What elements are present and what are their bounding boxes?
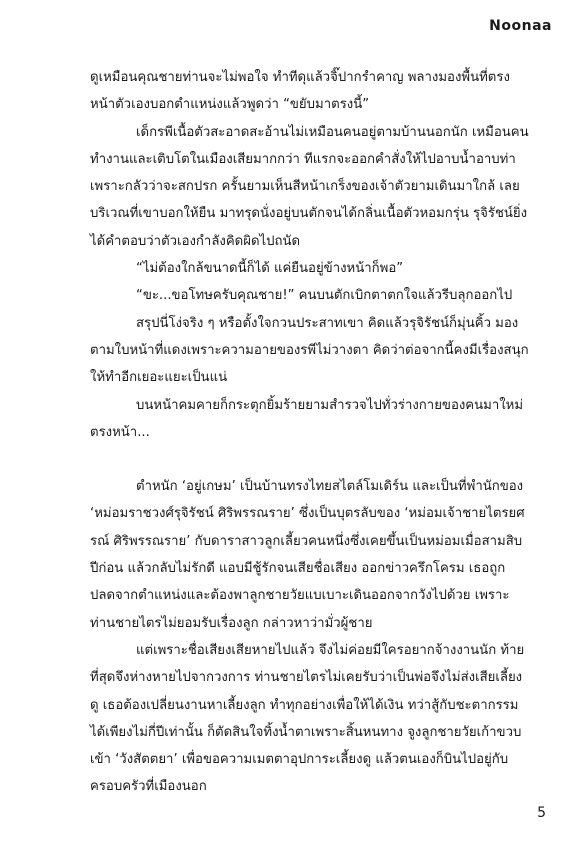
- page-body: [90, 64, 530, 801]
- running-header: Noonaa: [489, 18, 552, 34]
- paragraph-1: ดูเหมือนคุณชายท่านจะไม่พอใจ ทำทีดุแล้วจิ๊ปากรำคาญ พลางมองพื้นที่ตรงหน้าตัวเองบอกตำแหน่งแล้วพูดว่า “ขยับมาตรงนี้”: [90, 70, 510, 113]
- paragraph-6: บนหน้าคมคายก็กระตุกยิ้มร้ายยามสำรวจไปทั่วร่างกายของคนมาใหม่ตรงหน้า...: [90, 397, 524, 440]
- paragraph-4: “ขะ...ขอโทษครับคุณชาย!” คนบนตักเบิกตาตกใจแล้วรีบลุกออกไป: [136, 288, 513, 304]
- paragraph-2: เด็กรพีเนื้อตัวสะอาดสะอ้านไม่เหมือนคนอยู่ตามบ้านนอกนัก เหมือนคนทำงานและเติบโตในเมืองเสียมากกว่า ทีแรกจะออกคำสั่งให้ไปอาบน้ำอาบท่าเพราะกลัวว่าจะสกปรก ครั้นยามเห็นสีหน้าเกร็งของเจ้าตัวยามเดินมาใกล้ เลยบริเวณที่เขาบอกให้ยืน มาทรุดนั่งอยู่บนตักจนได้กลิ่นเนื้อตัวหอมกรุ่น รุจิรัชน์ยิ่งได้คำตอบว่าตัวเองกำลังคิดผิดไปถนัด: [90, 124, 529, 249]
- page-number: 5: [537, 805, 546, 821]
- paragraph-5: สรุปนี่โง่จริง ๆ หรือตั้งใจกวนประสาทเขา คิดแล้วรุจิรัชน์ก็มุ่นคิ้ว มองตามใบหน้าที่แดงเพราะความอายของรพีไม่วางตา คิดว่าต่อจากนี้คงมีเรื่องสนุกให้ทำอีกเยอะแยะเป็นแน่: [90, 315, 529, 386]
- paragraph-7: ตำหนัก ‘อยู่เกษม’ เป็นบ้านทรงไทยสไตล์โมเดิร์น และเป็นที่พำนักของ ‘หม่อมราชวงศ์รุจิรัชน์ ศิริพรรณราย’ ซึ่งเป็นบุตรลับของ ‘หม่อมเจ้าชายไตรยศรณ์ ศิริพรรณราย’ กับดาราสาวลูกเลี้ยวคนหนึ่งซึ่งเคยขึ้นเป็นหม่อมเมื่อสามสิบปีก่อน แล้วกลับไม่รักดี แอบมีชู้รักจนเสียชื่อเสียง ออกข่าวครึกโครม เธอถูกปลดจากตำแหน่งและต้องพาลูกชายวัยแบเบาะเดินออกจากวังไปด้วย เพราะท่านชายไตรไม่ยอมรับเรื่องลูก กล่าวหาว่ามั่วผู้ชาย: [90, 479, 525, 631]
- paragraph-8: แต่เพราะชื่อเสียงเสียหายไปแล้ว จึงไม่ค่อยมีใครอยากจ้างงานนัก ท้ายที่สุดจึงห่างหายไปจากวงการ ท่านชายไตรไม่เคยรับว่าเป็นพ่อจึงไม่ส่งเสียเลี้ยงดู เธอต้องเปลี่ยนงานหาเลี้ยงลูก ทำทุกอย่างเพื่อให้ได้เงิน ทว่าสู้กับชะตากรรมได้เพียงไม่กี่ปีเท่านั้น ก็ตัดสินใจทิ้งน้ำตาเพราะสิ้นหนทาง จูงลูกชายวัยเก้าขวบเข้า ‘วังสัตตยา’ เพื่อขอความเมตตาอุปการะเลี้ยงดู แล้วตนเองก็บินไปอยู่กับครอบครัวที่เมืองนอก: [90, 642, 525, 795]
- paragraph-3: “ไม่ต้องใกล้ขนาดนี้ก็ได้ แค่ยืนอยู่ข้างหน้าก็พอ”: [136, 261, 404, 277]
- section-break: [90, 446, 530, 473]
